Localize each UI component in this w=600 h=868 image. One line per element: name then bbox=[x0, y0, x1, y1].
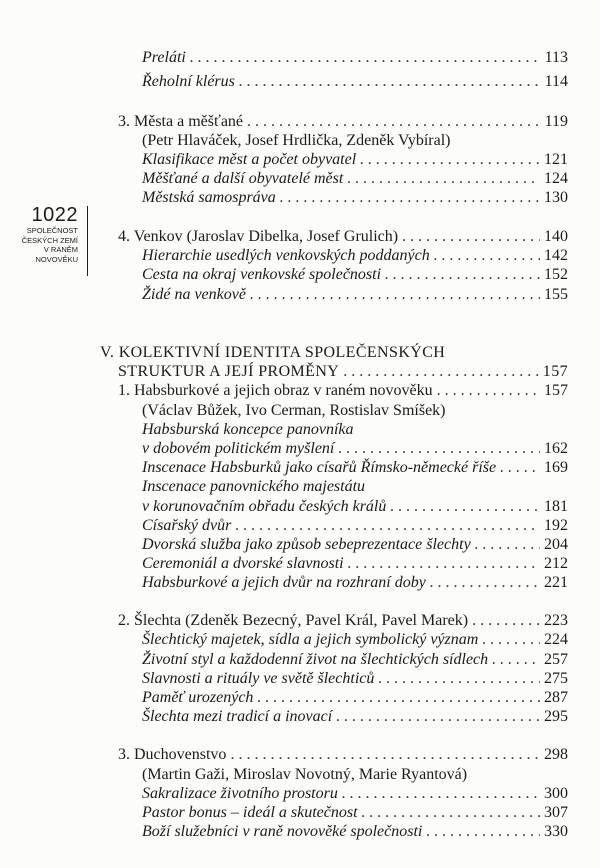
dot-leader bbox=[360, 150, 540, 170]
toc-authors: (Václav Bůžek, Ivo Cerman, Rostislav Smíšek) bbox=[142, 402, 446, 419]
dot-leader bbox=[385, 265, 540, 285]
toc-entry-page: 212 bbox=[544, 555, 568, 572]
toc-entry-page: 121 bbox=[544, 151, 568, 168]
toc-entry-page: 298 bbox=[544, 746, 568, 763]
dot-leader bbox=[402, 227, 540, 247]
toc-entry-title: 2. Šlechta (Zdeněk Bezecný, Pavel Král, Pavel Marek) bbox=[118, 612, 469, 629]
toc-entry-title: v korunovačním obřadu českých králů bbox=[142, 498, 387, 515]
toc-entry-page: 155 bbox=[544, 286, 568, 303]
toc-entry-title: 1. Habsburkové a jejich obraz v raném novověku bbox=[118, 382, 433, 399]
toc-entry-title: Židé na venkově bbox=[142, 286, 246, 303]
toc-entry bbox=[142, 516, 568, 536]
toc-entry-title: Řeholní klérus bbox=[142, 73, 235, 90]
toc-entry bbox=[142, 48, 568, 68]
toc-entry-page: 223 bbox=[544, 612, 568, 629]
dot-leader bbox=[247, 112, 541, 132]
toc-entry bbox=[142, 497, 568, 517]
toc-entry bbox=[142, 265, 568, 285]
toc-entry-title: 3. Města a měšťané bbox=[118, 113, 244, 130]
toc-section-entry bbox=[118, 611, 568, 631]
running-title-line: ČESKÝCH ZEMÍ bbox=[21, 235, 78, 245]
toc-entry-page: 114 bbox=[544, 73, 568, 90]
dot-leader bbox=[336, 707, 540, 727]
dot-leader bbox=[430, 573, 540, 593]
page-margin-header bbox=[10, 204, 88, 264]
toc-section-entry bbox=[118, 227, 568, 247]
dot-leader bbox=[362, 803, 540, 823]
running-title-line: SPOLEČNOST bbox=[26, 226, 78, 235]
dot-leader bbox=[434, 246, 540, 266]
toc-entry-title: Habsburkové a jejich dvůr na rozhraní doby bbox=[142, 574, 426, 591]
toc-entry-page: 157 bbox=[544, 382, 568, 399]
toc-entry-title: Cesta na okraj venkovské společnosti bbox=[142, 266, 382, 283]
toc-entry bbox=[142, 573, 568, 593]
toc-entry-page: 162 bbox=[544, 440, 568, 457]
toc-entry-page: 181 bbox=[544, 498, 568, 515]
toc-entry-title: Šlechta mezi tradicí a inovací bbox=[142, 708, 333, 725]
toc-entry-page: 307 bbox=[544, 804, 568, 821]
dot-leader bbox=[235, 516, 540, 536]
dot-leader bbox=[280, 188, 540, 208]
toc-entry-page: 287 bbox=[544, 689, 568, 706]
toc-entry-page: 224 bbox=[544, 631, 568, 648]
toc-entry bbox=[142, 150, 568, 170]
toc-entry bbox=[142, 439, 568, 459]
toc-entry-title: Městská samospráva bbox=[142, 189, 276, 206]
dot-leader bbox=[230, 745, 540, 765]
toc-entry-title: Šlechtický majetek, sídla a jejich symbolický význam bbox=[142, 631, 479, 648]
toc-entry-title: Hierarchie usedlých venkovských poddaných bbox=[142, 247, 430, 264]
dot-leader bbox=[257, 688, 540, 708]
toc-entry-title: v dobovém politickém myšlení bbox=[142, 440, 335, 457]
toc-authors: (Petr Hlaváček, Josef Hrdlička, Zdeněk Vybíral) bbox=[142, 132, 451, 149]
toc-part-heading: V. KOLEKTIVNÍ IDENTITA SPOLEČENSKÝCH bbox=[100, 344, 446, 361]
toc-entry-page: 140 bbox=[544, 228, 568, 245]
dot-leader bbox=[500, 458, 540, 478]
running-title-line: NOVOVĚKU bbox=[35, 254, 78, 264]
toc-entry bbox=[142, 803, 568, 823]
toc-entry bbox=[142, 669, 568, 689]
toc-entry-page: 119 bbox=[544, 113, 568, 130]
dot-leader bbox=[347, 169, 540, 189]
toc-entry-page: 204 bbox=[544, 536, 568, 553]
toc-section-entry bbox=[118, 112, 568, 132]
toc-entry bbox=[142, 707, 568, 727]
toc-entry-page: 130 bbox=[544, 189, 568, 206]
toc-entry bbox=[142, 554, 568, 574]
dot-leader bbox=[343, 362, 539, 382]
dot-leader bbox=[390, 497, 540, 517]
toc-entry-page: 152 bbox=[544, 266, 568, 283]
toc-entry-page: 142 bbox=[544, 247, 568, 264]
dot-leader bbox=[475, 535, 540, 555]
toc-entry-page: 295 bbox=[544, 708, 568, 725]
dot-leader bbox=[190, 48, 541, 68]
margin-rule bbox=[87, 206, 88, 276]
running-title-line: V RANĚM bbox=[43, 245, 78, 254]
toc-entry-title: Paměť urozených bbox=[142, 689, 254, 706]
dot-leader bbox=[378, 669, 540, 689]
dot-leader bbox=[342, 784, 540, 804]
toc-entry-page: 113 bbox=[544, 49, 568, 66]
toc-entry-title: 4. Venkov (Jaroslav Dibelka, Josef Grulich) bbox=[118, 228, 399, 245]
toc-entry-title: Boží služebníci v raně novověké společnosti bbox=[142, 823, 423, 840]
toc-entry-title: Měšťané a další obyvatelé měst bbox=[142, 170, 344, 187]
toc-entry-title: Sakralizace životního prostoru bbox=[142, 785, 338, 802]
toc-entry-title: Inscenace Habsburků jako císařů Římsko-německé říše bbox=[142, 459, 497, 476]
dot-leader bbox=[426, 822, 540, 842]
toc-entry-title: Klasifikace měst a počet obyvatel bbox=[142, 151, 357, 168]
toc-entry-title: STRUKTUR A JEJÍ PROMĚNY bbox=[118, 363, 340, 380]
toc-section-entry bbox=[118, 381, 568, 401]
toc-entry-title: Preláti bbox=[142, 49, 186, 66]
dot-leader bbox=[239, 72, 541, 92]
toc-entry-page: 275 bbox=[544, 670, 568, 687]
toc-entry-title: Habsburská koncepce panovníka bbox=[142, 421, 354, 438]
dot-leader bbox=[250, 285, 540, 305]
toc-entry bbox=[142, 188, 568, 208]
toc-entry-title: Pastor bonus – ideál a skutečnost bbox=[142, 804, 358, 821]
toc-entry-title: Dvorská služba jako způsob sebeprezentace šlechty bbox=[142, 536, 471, 553]
toc-section-entry bbox=[118, 745, 568, 765]
toc-entry-page: 124 bbox=[544, 170, 568, 187]
toc-entry-title: Ceremoniál a dvorské slavnosti bbox=[142, 555, 344, 572]
toc-entry-page: 192 bbox=[544, 517, 568, 534]
toc-entry bbox=[142, 285, 568, 305]
dot-leader bbox=[338, 439, 540, 459]
toc-entry-title: Císařský dvůr bbox=[142, 517, 232, 534]
toc-entry-page: 300 bbox=[544, 785, 568, 802]
dot-leader bbox=[482, 630, 540, 650]
toc-part-heading-entry bbox=[118, 362, 568, 382]
toc-entry-page: 257 bbox=[544, 651, 568, 668]
dot-leader bbox=[348, 554, 540, 574]
toc-entry-page: 157 bbox=[542, 363, 568, 380]
toc-entry bbox=[142, 688, 568, 708]
toc-entry-title: Životní styl a každodenní život na šlechtických sídlech bbox=[142, 651, 489, 668]
toc-entry bbox=[142, 458, 568, 478]
toc-entry-page: 221 bbox=[544, 574, 568, 591]
toc-entry bbox=[142, 650, 568, 670]
toc-entry bbox=[142, 169, 568, 189]
toc-entry bbox=[142, 630, 568, 650]
toc-entry bbox=[142, 246, 568, 266]
toc-entry bbox=[142, 784, 568, 804]
toc-entry bbox=[142, 72, 568, 92]
toc-entry bbox=[142, 822, 568, 842]
dot-leader bbox=[492, 650, 540, 670]
toc-entry-title: 3. Duchovenstvo bbox=[118, 746, 227, 763]
toc-entry-title: Inscenace panovnického majestátu bbox=[142, 478, 366, 495]
page-number: 1022 bbox=[31, 204, 78, 226]
toc-entry-page: 169 bbox=[544, 459, 568, 476]
toc-entry-page: 330 bbox=[544, 823, 568, 840]
toc-entry bbox=[142, 535, 568, 555]
toc-entry-title: Slavnosti a rituály ve světě šlechticů bbox=[142, 670, 375, 687]
dot-leader bbox=[472, 611, 540, 631]
toc-authors: (Martin Gaži, Miroslav Novotný, Marie Ryantová) bbox=[142, 766, 468, 783]
dot-leader bbox=[437, 381, 540, 401]
